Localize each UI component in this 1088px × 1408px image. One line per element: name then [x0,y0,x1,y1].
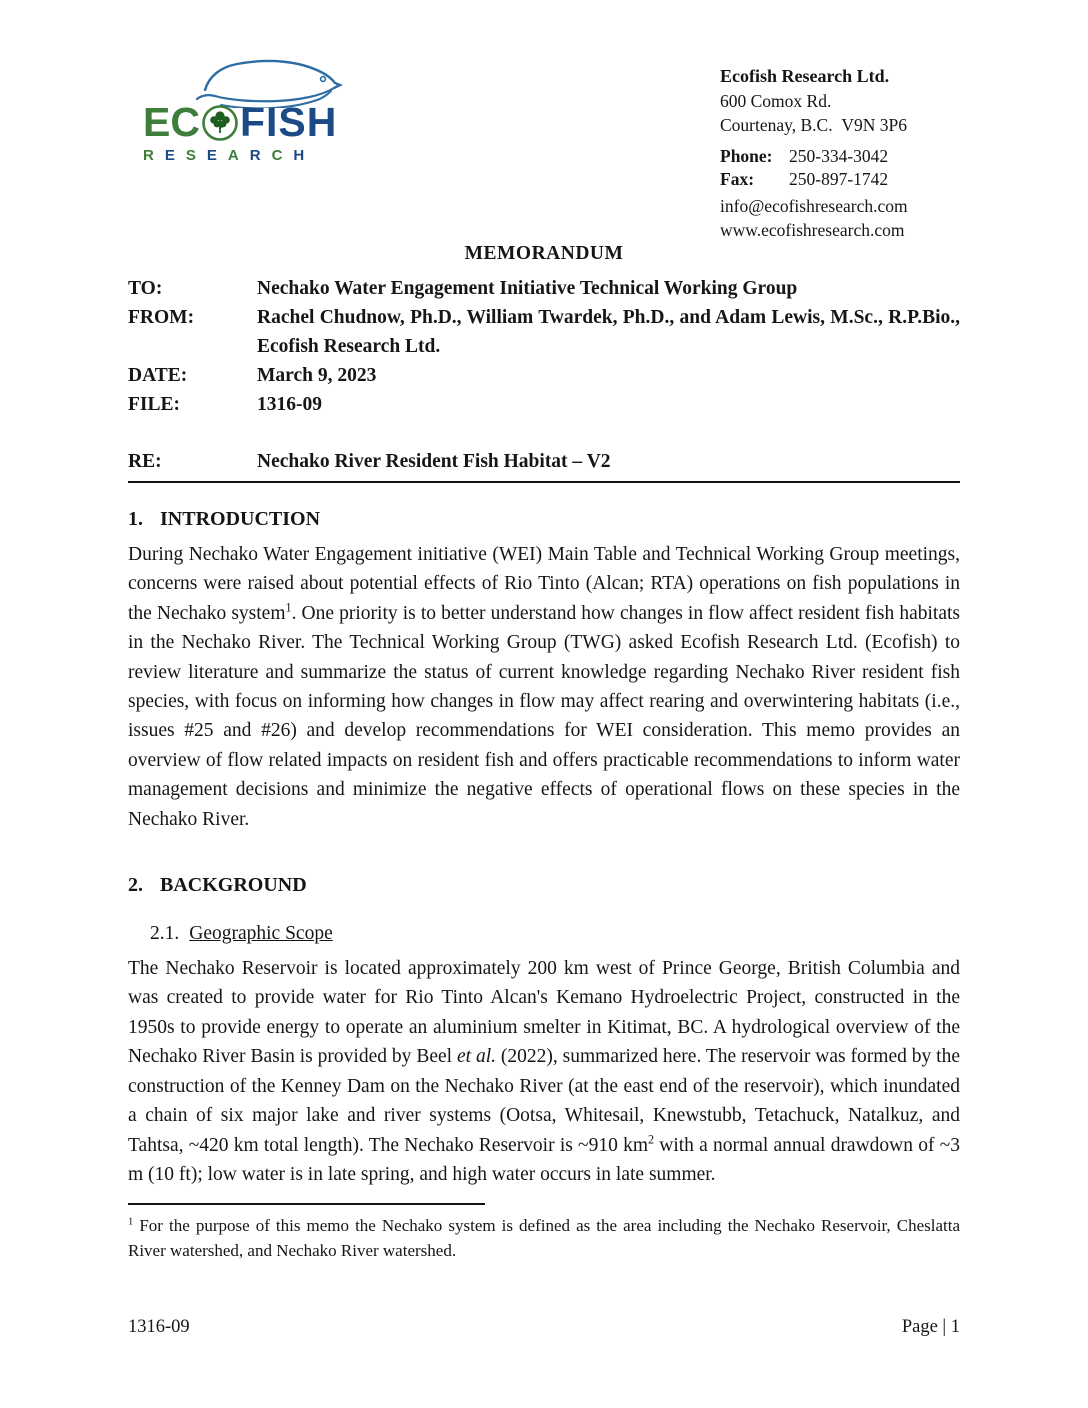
subsection-2-1-title: Geographic Scope [189,923,333,945]
squared-exponent: 2 [648,1132,655,1146]
email-address: info@ecofishresearch.com [720,195,908,216]
phone-number: 250-334-3042 [789,145,889,166]
memo-header-rows [128,274,960,476]
to-value: Nechako Water Engagement Initiative Technical Working Group [257,278,798,299]
contact-block [720,64,908,243]
footnote-1 [128,1214,960,1263]
phone-label: Phone: [720,145,773,166]
fax-line [720,168,908,192]
memo-title: MEMORANDUM [464,243,624,264]
header-divider [128,481,960,483]
company-name: Ecofish Research Ltd. [720,66,890,86]
geographic-scope-paragraph [128,954,960,1189]
memo-row-from [128,303,960,361]
memo-row-to [128,274,960,303]
footnote-reference-1: 1 [285,600,292,615]
address-line1: 600 Comox Rd. [720,90,832,111]
logo-research: RESEARCH [143,147,316,164]
section-2-number: 2. [128,874,143,897]
date-label: DATE: [128,365,188,386]
citation-et-al: et al. [456,1046,496,1068]
address-line2: Courtenay, B.C. V9N 3P6 [720,115,907,135]
section-1-heading [128,508,960,531]
re-label: RE: [128,451,162,472]
geo-text-2: (2022), summarized here. The reservoir was formed by the construction of the Kenney Dam on the Nechako River (at the east end of the reservoir), which inundated a chain of six major lake and river systems (Ootsa, Whitesail, Knewstubb, Tetachuck, Natalkuz, and Tahtsa, ~420 km total length). The Nechako Reservoir is ~910 km [128,1046,960,1156]
memo-row-file [128,390,960,419]
fax-label: Fax: [720,169,755,189]
geo-text-3: with a normal annual drawdown of ~3 m (10 ft); low water is in late spring, and high water occurs in late summer. [128,1134,960,1185]
intro-text-1: During Nechako Water Engagement initiative (WEI) Main Table and Technical Working Group meetings, concerns were raised about potential effects of Rio Tinto (Alcan; RTA) operations on fish populations in the Nechako system [128,544,960,624]
from-value: Rachel Chudnow, Ph.D., William Twardek, Ph.D., and Adam Lewis, M.Sc., R.P.Bio., Ecofish Research Ltd. [257,307,960,357]
footnote-1-text: For the purpose of this memo the Nechako system is defined as the area including the Nechako Reservoir, Cheslatta River watershed, and Nechako River watershed. [128,1216,960,1260]
page-footer [128,1317,960,1338]
footer-file-number: 1316-09 [128,1317,190,1337]
geo-text-1: The Nechako Reservoir is located approximately 200 km west of Prince George, British Columbia and was created to provide water for Rio Tinto Alcan's Kemano Hydroelectric Project, constructed in the 1950s to provide energy to operate an aluminium smelter in Kitimat, BC. A hydrological overview of the Nechako River Basin is provided by Beel [128,958,960,1068]
to-label: TO: [128,278,163,299]
intro-paragraph [128,540,960,834]
section-2-title: BACKGROUND [160,874,307,897]
ecofish-logo [143,58,358,164]
memo-row-re [128,447,960,476]
section-2-heading [128,874,960,897]
memo-content [128,243,960,1189]
logo-ec-text: EC [143,99,200,145]
tree-in-circle-icon [201,104,239,142]
fax-number: 250-897-1742 [789,169,889,189]
footnote-1-marker: 1 [128,1216,134,1228]
footnote-area [128,1203,960,1263]
intro-text-2: . One priority is to better understand how changes in flow affect resident fish habitats in the Nechako River. The Technical Working Group (TWG) asked Ecofish Research Ltd. (Ecofish) to review literature and summarize the status of current knowledge regarding Nechako River resident fish species, with focus on informing how changes in flow may affect rearing and overwintering habitats (i.e., issues #25 and #26) and develop recommendations for WEI consideration. This memo provides an overview of flow related impacts on resident fish and offers practicable recommendations to inform water management decisions and minimize the negative effects of operational flows on these species in the Nechako River. [128,602,961,830]
memo-row-date [128,361,960,390]
logo-fish-text: FISH [239,99,338,145]
file-label: FILE: [128,394,181,415]
section-1-title: INTRODUCTION [160,508,321,530]
logo-wordmark [143,99,358,145]
section-1-number: 1. [128,508,143,530]
re-value: Nechako River Resident Fish Habitat – V2 [257,451,611,472]
subsection-2-1-number: 2.1. [150,923,180,945]
date-value: March 9, 2023 [257,365,377,386]
subsection-2-1-heading [128,923,960,945]
footer-page-number: Page | 1 [901,1317,960,1337]
phone-line [720,145,908,169]
from-label: FROM: [128,307,195,328]
website-url: www.ecofishresearch.com [720,220,905,240]
file-value: 1316-09 [257,394,322,415]
footnote-divider [128,1203,485,1205]
